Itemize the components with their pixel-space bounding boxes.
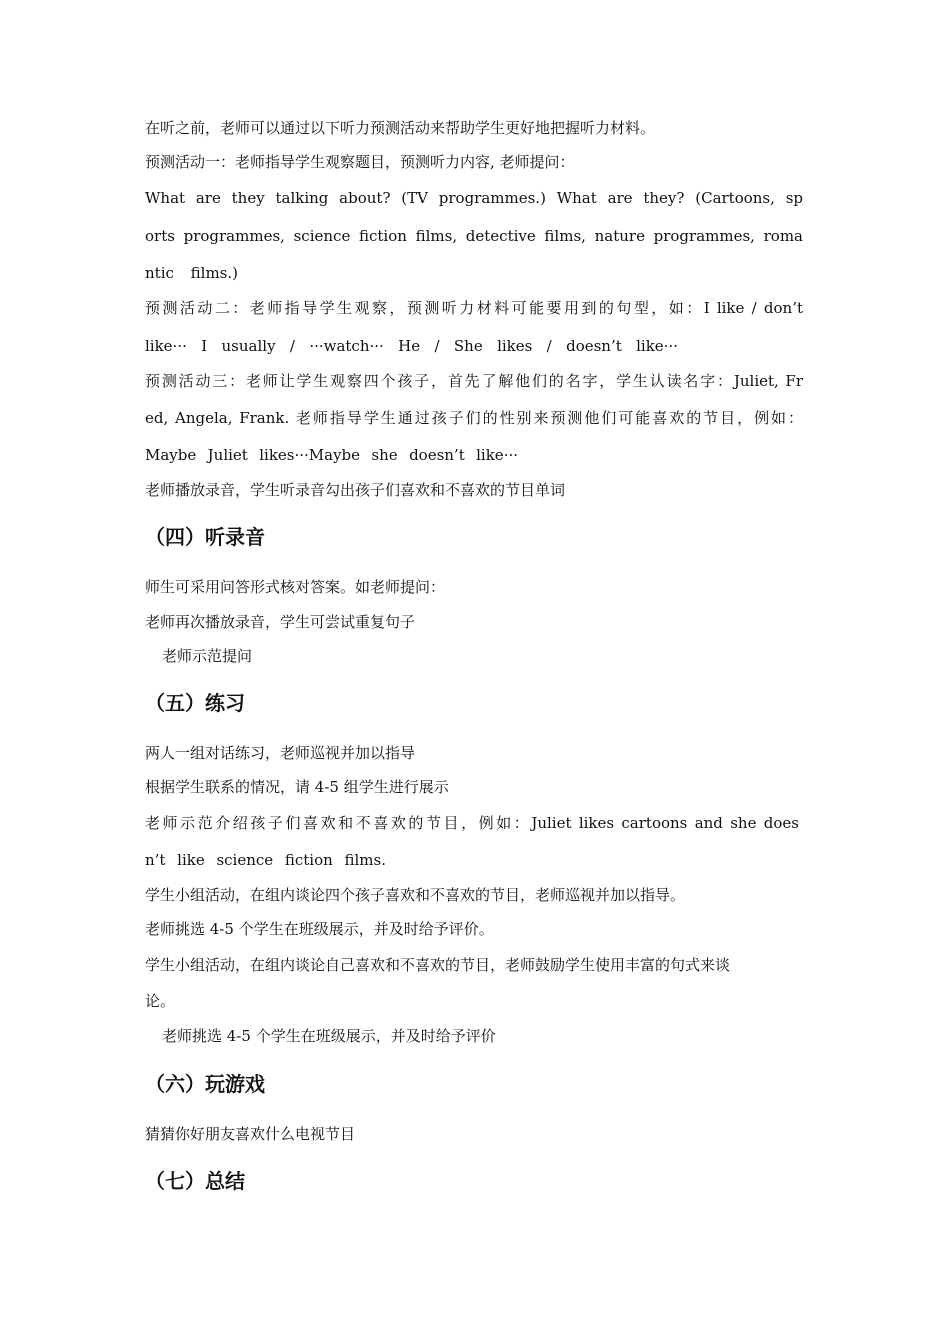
paragraph-guess-game: 猜猜你好朋友喜欢什么电视节目 — [145, 1125, 356, 1143]
section-heading-summary: （七）总结 — [145, 1169, 245, 1193]
paragraph-group-activity-self-end: 论。 — [145, 992, 176, 1010]
paragraph-demo-questions: 老师示范提问 — [162, 647, 253, 665]
paragraph-demo-intro-end: n’t like science fiction films. — [145, 851, 386, 869]
section-heading-listen: （四）听录音 — [145, 525, 265, 549]
paragraph-prediction-one-question: What are they talking about? (TV programmes.) What are they? (Cartoons, sp — [145, 189, 803, 207]
paragraph-prediction-one: 预测活动一：老师指导学生观察题目，预测听力内容, 老师提问： — [145, 153, 575, 171]
paragraph-group-activity-self: 学生小组活动，在组内谈论自己喜欢和不喜欢的节目，老师鼓励学生使用丰富的句式来谈 — [145, 956, 731, 974]
paragraph-prediction-three-example: Maybe Juliet likes···Maybe she doesn’t like··· — [145, 446, 518, 464]
paragraph-play-recording: 老师播放录音，学生听录音勾出孩子们喜欢和不喜欢的节目单词 — [145, 481, 566, 499]
paragraph-group-show: 根据学生联系的情况，请 4-5 组学生进行展示 — [145, 778, 449, 796]
paragraph-prediction-one-answers: orts programmes, science fiction films, detective films, nature programmes, roma — [145, 227, 803, 245]
paragraph-prediction-three-names: ed, Angela, Frank. 老师指导学生通过孩子们的性别来预测他们可能喜欢的节目，例如： — [145, 409, 803, 427]
paragraph-pair-practice: 两人一组对话练习，老师巡视并加以指导 — [145, 744, 416, 762]
paragraph-prediction-three: 预测活动三：老师让学生观察四个孩子，首先了解他们的名字，学生认读名字：Juliet, Fr — [145, 372, 803, 390]
paragraph-class-show: 老师挑选 4-5 个学生在班级展示，并及时给予评价。 — [145, 920, 494, 938]
paragraph-prediction-one-answers-end: ntic films.) — [145, 264, 238, 282]
paragraph-repeat-sentences: 老师再次播放录音，学生可尝试重复句子 — [145, 613, 416, 631]
paragraph-check-answers: 师生可采用问答形式核对答案。如老师提问： — [145, 578, 446, 596]
paragraph-intro: 在听之前，老师可以通过以下听力预测活动来帮助学生更好地把握听力材料。 — [145, 119, 656, 137]
paragraph-prediction-two-patterns: like··· I usually / ···watch··· He / She likes / doesn’t like··· — [145, 337, 678, 355]
paragraph-prediction-two: 预测活动二：老师指导学生观察，预测听力材料可能要用到的句型，如：I like / don’t — [145, 299, 803, 317]
paragraph-group-activity-children: 学生小组活动，在组内谈论四个孩子喜欢和不喜欢的节目，老师巡视并加以指导。 — [145, 886, 686, 904]
section-heading-game: （六）玩游戏 — [145, 1072, 265, 1096]
paragraph-class-show-repeat: 老师挑选 4-5 个学生在班级展示，并及时给予评价 — [162, 1027, 496, 1045]
paragraph-demo-intro: 老师示范介绍孩子们喜欢和不喜欢的节目，例如：Juliet likes cartoons and she does — [145, 814, 799, 832]
section-heading-practice: （五）练习 — [145, 691, 245, 715]
